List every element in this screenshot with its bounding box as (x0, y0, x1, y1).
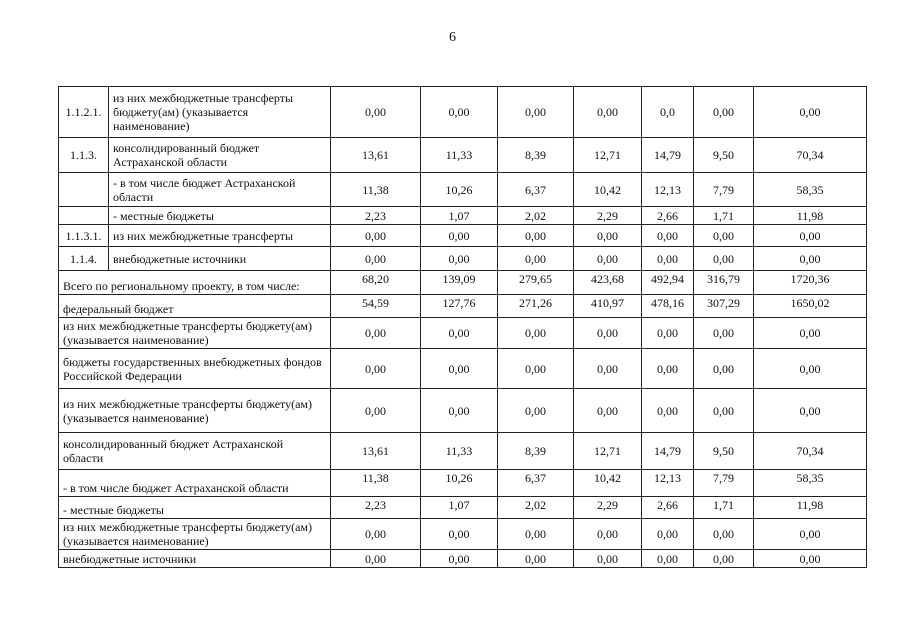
value-cell: 2,29 (574, 497, 642, 519)
table-row (59, 247, 867, 271)
value-cell: 0,00 (754, 225, 867, 247)
value-cell: 2,02 (498, 497, 574, 519)
value-cell: 0,00 (694, 87, 754, 138)
value-cell: 0,00 (642, 349, 694, 389)
value-cell: 307,29 (694, 295, 754, 318)
value-cell: 0,00 (694, 247, 754, 271)
summary-row (59, 271, 867, 295)
value-cell: 0,00 (574, 550, 642, 568)
value-cell: 9,50 (694, 138, 754, 173)
value-cell: 0,0 (642, 87, 694, 138)
row-label: - местные бюджеты (109, 207, 331, 225)
value-cell: 12,13 (642, 470, 694, 497)
value-cell: 0,00 (694, 550, 754, 568)
value-cell: 14,79 (642, 138, 694, 173)
value-cell: 0,00 (421, 225, 498, 247)
value-cell: 10,42 (574, 173, 642, 207)
value-cell: 0,00 (331, 550, 421, 568)
value-cell: 1,71 (694, 497, 754, 519)
value-cell: 9,50 (694, 433, 754, 470)
value-cell: 0,00 (331, 87, 421, 138)
value-cell: 0,00 (574, 519, 642, 550)
value-cell: 0,00 (574, 389, 642, 433)
table-row (59, 138, 867, 173)
value-cell: 0,00 (754, 550, 867, 568)
value-cell: 2,23 (331, 497, 421, 519)
row-code: 1.1.2.1. (59, 87, 109, 138)
budget-table (58, 86, 867, 568)
summary-label: консолидированный бюджет Астраханской области (59, 433, 331, 470)
summary-label: Всего по региональному проекту, в том числе: (59, 271, 331, 295)
value-cell: 1650,02 (754, 295, 867, 318)
summary-row (59, 550, 867, 568)
value-cell: 0,00 (421, 519, 498, 550)
value-cell: 127,76 (421, 295, 498, 318)
value-cell: 2,66 (642, 497, 694, 519)
value-cell: 423,68 (574, 271, 642, 295)
value-cell: 10,26 (421, 470, 498, 497)
value-cell: 0,00 (642, 318, 694, 349)
value-cell: 0,00 (694, 519, 754, 550)
value-cell: 0,00 (754, 247, 867, 271)
value-cell: 0,00 (754, 318, 867, 349)
value-cell: 58,35 (754, 470, 867, 497)
value-cell: 2,66 (642, 207, 694, 225)
value-cell: 0,00 (498, 247, 574, 271)
summary-row (59, 318, 867, 349)
value-cell: 2,02 (498, 207, 574, 225)
table-row (59, 207, 867, 225)
value-cell: 2,23 (331, 207, 421, 225)
row-code: 1.1.4. (59, 247, 109, 271)
value-cell: 11,33 (421, 138, 498, 173)
row-code: 1.1.3. (59, 138, 109, 173)
value-cell: 0,00 (498, 225, 574, 247)
value-cell: 12,71 (574, 138, 642, 173)
value-cell: 8,39 (498, 433, 574, 470)
value-cell: 0,00 (754, 87, 867, 138)
value-cell: 14,79 (642, 433, 694, 470)
value-cell: 0,00 (642, 389, 694, 433)
row-code: 1.1.3.1. (59, 225, 109, 247)
value-cell: 316,79 (694, 271, 754, 295)
summary-row (59, 433, 867, 470)
value-cell: 271,26 (498, 295, 574, 318)
value-cell: 0,00 (421, 87, 498, 138)
value-cell: 0,00 (421, 389, 498, 433)
value-cell: 0,00 (694, 225, 754, 247)
value-cell: 0,00 (331, 247, 421, 271)
summary-label: - в том числе бюджет Астраханской области (59, 470, 331, 497)
summary-row (59, 295, 867, 318)
value-cell: 0,00 (498, 87, 574, 138)
value-cell: 0,00 (331, 225, 421, 247)
value-cell: 0,00 (694, 349, 754, 389)
summary-label: федеральный бюджет (59, 295, 331, 318)
value-cell: 0,00 (694, 389, 754, 433)
value-cell: 410,97 (574, 295, 642, 318)
value-cell: 0,00 (574, 225, 642, 247)
row-label: консолидированный бюджет Астраханской области (109, 138, 331, 173)
value-cell: 279,65 (498, 271, 574, 295)
value-cell: 0,00 (331, 519, 421, 550)
value-cell: 0,00 (754, 389, 867, 433)
summary-label: из них межбюджетные трансферты бюджету(ам) (указывается наименование) (59, 519, 331, 550)
row-label: внебюджетные источники (109, 247, 331, 271)
page-number: 6 (449, 30, 456, 45)
value-cell: 0,00 (421, 247, 498, 271)
value-cell: 0,00 (421, 349, 498, 389)
summary-row (59, 519, 867, 550)
value-cell: 0,00 (574, 247, 642, 271)
value-cell: 0,00 (331, 349, 421, 389)
value-cell: 0,00 (642, 519, 694, 550)
value-cell: 0,00 (421, 318, 498, 349)
value-cell: 1,71 (694, 207, 754, 225)
value-cell: 0,00 (574, 87, 642, 138)
value-cell: 2,29 (574, 207, 642, 225)
value-cell: 10,42 (574, 470, 642, 497)
value-cell: 12,13 (642, 173, 694, 207)
value-cell: 0,00 (498, 550, 574, 568)
value-cell: 0,00 (642, 550, 694, 568)
row-code (59, 207, 109, 225)
value-cell: 6,37 (498, 173, 574, 207)
value-cell: 0,00 (498, 318, 574, 349)
summary-row (59, 389, 867, 433)
value-cell: 7,79 (694, 470, 754, 497)
summary-label: бюджеты государственных внебюджетных фондов Российской Федерации (59, 349, 331, 389)
summary-row (59, 470, 867, 497)
summary-row (59, 497, 867, 519)
value-cell: 58,35 (754, 173, 867, 207)
row-label: из них межбюджетные трансферты бюджету(ам) (указывается наименование) (109, 87, 331, 138)
value-cell: 8,39 (498, 138, 574, 173)
summary-row (59, 349, 867, 389)
value-cell: 11,38 (331, 173, 421, 207)
value-cell: 0,00 (574, 349, 642, 389)
value-cell: 1,07 (421, 497, 498, 519)
value-cell: 54,59 (331, 295, 421, 318)
value-cell: 0,00 (331, 389, 421, 433)
value-cell: 70,34 (754, 138, 867, 173)
value-cell: 12,71 (574, 433, 642, 470)
value-cell: 11,38 (331, 470, 421, 497)
value-cell: 139,09 (421, 271, 498, 295)
value-cell: 1,07 (421, 207, 498, 225)
value-cell: 492,94 (642, 271, 694, 295)
summary-label: внебюджетные источники (59, 550, 331, 568)
value-cell: 0,00 (498, 349, 574, 389)
value-cell: 0,00 (331, 318, 421, 349)
value-cell: 0,00 (754, 519, 867, 550)
summary-label: - местные бюджеты (59, 497, 331, 519)
row-label: - в том числе бюджет Астраханской области (109, 173, 331, 207)
value-cell: 0,00 (642, 225, 694, 247)
value-cell: 13,61 (331, 433, 421, 470)
value-cell: 478,16 (642, 295, 694, 318)
table-row (59, 87, 867, 138)
summary-label: из них межбюджетные трансферты бюджету(ам) (указывается наименование) (59, 318, 331, 349)
value-cell: 0,00 (574, 318, 642, 349)
value-cell: 0,00 (498, 389, 574, 433)
value-cell: 0,00 (421, 550, 498, 568)
table-row (59, 173, 867, 207)
value-cell: 0,00 (498, 519, 574, 550)
value-cell: 0,00 (754, 349, 867, 389)
value-cell: 11,98 (754, 497, 867, 519)
summary-label: из них межбюджетные трансферты бюджету(ам) (указывается наименование) (59, 389, 331, 433)
value-cell: 6,37 (498, 470, 574, 497)
value-cell: 11,98 (754, 207, 867, 225)
value-cell: 68,20 (331, 271, 421, 295)
row-label: из них межбюджетные трансферты (109, 225, 331, 247)
value-cell: 7,79 (694, 173, 754, 207)
row-code (59, 173, 109, 207)
value-cell: 1720,36 (754, 271, 867, 295)
value-cell: 70,34 (754, 433, 867, 470)
value-cell: 0,00 (694, 318, 754, 349)
value-cell: 11,33 (421, 433, 498, 470)
value-cell: 13,61 (331, 138, 421, 173)
value-cell: 10,26 (421, 173, 498, 207)
value-cell: 0,00 (642, 247, 694, 271)
table-row (59, 225, 867, 247)
